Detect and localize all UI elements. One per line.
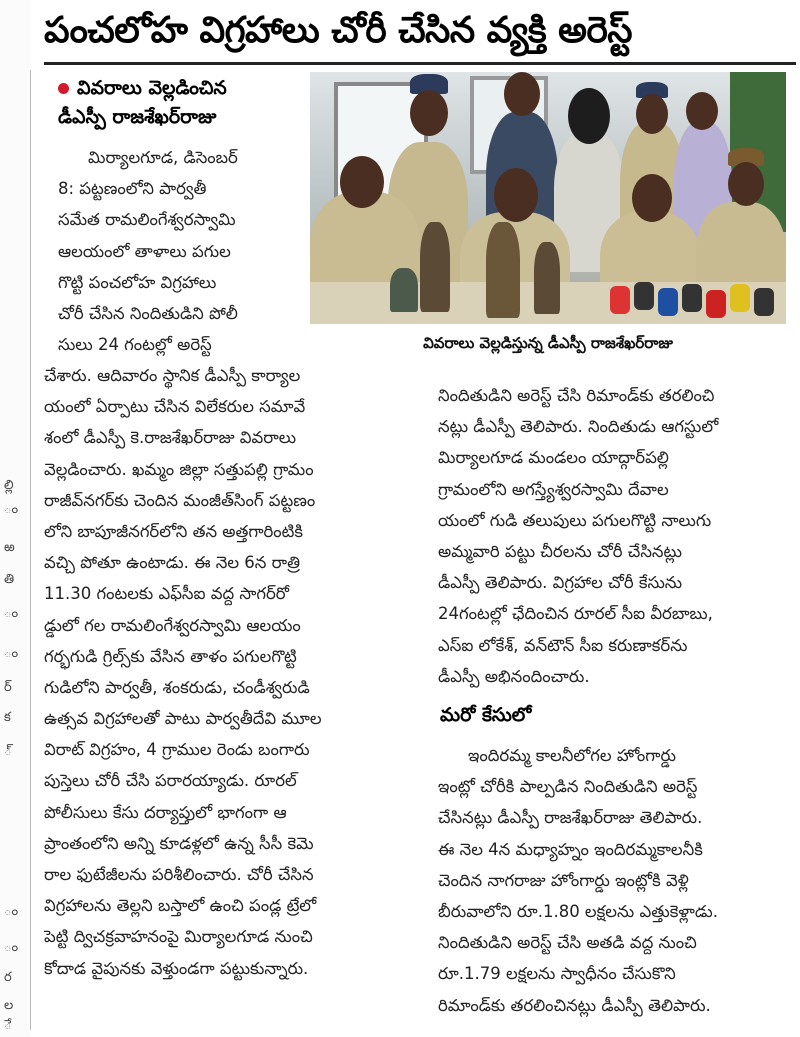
photo-idol: [420, 222, 450, 312]
fragment: ర: [4, 970, 12, 985]
text-line: సులు 24 గంటల్లో అరెస్ట్: [58, 335, 212, 355]
subheadline-line-1: [58, 74, 304, 103]
fragment: క: [4, 710, 11, 725]
photo-head: [504, 72, 540, 116]
text-line: బీరువాలోని రూ.1.80 లక్షలను ఎత్తుకెళ్లాడు.: [438, 901, 719, 921]
article-right-column-second: [438, 740, 792, 1021]
text-line: విగ్రహాలను తెల్లని బస్తాలో ఉంచి పండ్ల ట్రేలో: [44, 896, 317, 916]
photo-mic: [658, 288, 678, 316]
text-line: రాజీవ్‌నగర్‌కు చెందిన మంజీత్‌సింగ్ పట్టణం: [44, 490, 316, 510]
photo-idol: [390, 268, 418, 312]
text-line: రిమాండ్‌కు తరలించినట్లు డీఎస్పీ తెలిపారు.: [438, 995, 711, 1015]
text-line: 8: పట్టణంలోని పార్వతీ: [58, 179, 207, 199]
text-line: వెల్లడించారు. ఖమ్మం జిల్లా సత్తుపల్లి గ్రామం: [44, 459, 314, 479]
photo-mic: [610, 286, 630, 314]
photo-head: [340, 156, 384, 208]
fragment: ర్: [4, 680, 12, 695]
fragment: ం: [4, 606, 19, 621]
text-line: యంలో గుడి తలుపులు పగులగొట్టి నాలుగు: [438, 510, 712, 530]
text-line: ఎస్ఐ లోకేశ్, వన్‌టౌన్ సీఐ కరుణాకర్‌ను: [438, 635, 688, 655]
text-line: చెందిన నాగరాజు హోంగార్డు ఇంట్లోకి వెళ్లి: [438, 870, 689, 890]
text-line: పుస్తెలు చోరీ చేసి పరారయ్యాడు. రూరల్: [44, 771, 297, 791]
text-line: మిర్యాలగూడ మండలం యాద్గార్‌పల్లి: [438, 448, 669, 468]
article-right-column: [438, 380, 792, 692]
subheadline: [58, 74, 304, 132]
photo-head: [728, 162, 764, 206]
text-line: ఇందిరమ్మ కాలనీలోగల హోంగార్డు: [468, 746, 676, 765]
adjacent-column-strip: [0, 0, 30, 1037]
text-line: చేసినట్లు డీఎస్పీ రాజశేఖర్‌రాజు తెలిపారు.: [438, 808, 703, 828]
text-line: అమ్మవారి పట్టు చీరలను చోరీ చేసినట్లు: [438, 541, 682, 561]
photo-head: [632, 174, 672, 222]
text-line: యంలో ఏర్పాటు చేసిన విలేకరుల సమావే: [44, 397, 306, 417]
photo-idol: [534, 242, 560, 314]
fragment: తి: [4, 572, 15, 587]
photo-mic: [730, 284, 750, 312]
fragment: ం: [4, 940, 19, 955]
bullet-dot: [58, 83, 69, 94]
text-line: చేశారు. ఆదివారం స్థానిక డీఎస్పీ కార్యాల: [44, 366, 301, 385]
fragment: ం: [4, 502, 19, 517]
text-line: డీఎస్పీ అభినందించారు.: [438, 666, 590, 686]
text-line: నిందితుడిని అరెస్ట్ చేసి అతడి వద్ద నుంచి: [438, 933, 697, 953]
text-line: వచ్చి పోతూ ఉంటాడు. ఈ నెల 6న రాత్రి: [44, 553, 300, 573]
photo-idol: [486, 222, 520, 318]
text-line: ప్రాంతంలోని అన్ని కూడళ్లలో ఉన్న సీసీ కెమె: [44, 833, 314, 853]
photo-covered-face: [568, 88, 610, 144]
text-line: కోదాడ వైపునకు వెళ్తుండగా పట్టుకున్నారు.: [44, 958, 309, 978]
fragment: ్: [4, 744, 12, 759]
fragment: ల: [4, 998, 14, 1013]
text-line: పోలీసులు కేసు దర్యాప్తులో భాగంగా ఆ: [44, 802, 287, 822]
text-line: డీఎస్పీ తెలిపారు. విగ్రహాల చోరీ కేసును: [438, 573, 683, 593]
photo-head: [636, 94, 668, 134]
subheadline-line-2: డీఎస్పీ రాజశేఖర్‌రాజు: [58, 106, 217, 128]
photo-mic: [706, 290, 726, 318]
fragment: ం: [4, 646, 19, 661]
fragment: ే: [4, 1018, 12, 1033]
text-line: లోని బాపూజీనగర్‌లోని తన అత్తగారింటికి: [44, 521, 304, 541]
text-line: గర్భగుడి గ్రిల్స్‌కు వేసిన తాళం పగులగొట్టి: [44, 646, 297, 666]
text-line: ఆలయంలో తాళాలు పగుల: [58, 241, 231, 261]
article-narrow-column: [58, 142, 304, 360]
photo-head: [410, 90, 448, 136]
subheadline-text: వివరాలు వెల్లడించిన: [77, 77, 227, 99]
text-line: డ్డులో గల రామలింగేశ్వరస్వామి ఆలయం: [44, 615, 301, 635]
fragment: ం: [4, 904, 19, 919]
text-line: రూ.1.79 లక్షలను స్వాధీనం చేసుకొని: [438, 964, 676, 984]
photo-caption: వివరాలు వెల్లడిస్తున్న డీఎస్పీ రాజశేఖర్‌రాజు: [423, 334, 673, 352]
text-line: 11.30 గంటలకు ఎఫ్‌సీఐ వద్ద సాగర్‌రో: [44, 584, 290, 604]
text-line: ఈ నెల 4న మధ్యాహ్నం ఇందిరమ్మకాలనీకి: [438, 839, 703, 859]
photo-mic: [634, 282, 654, 310]
text-line: ఉత్సవ విగ్రహాలతో పాటు పార్వతీదేవి మూల: [44, 709, 322, 729]
text-line: నట్లు డీఎస్పీ తెలిపారు. నిందితుడు ఆగస్టులో: [438, 417, 719, 437]
headline-rule: [44, 62, 796, 65]
photo-head: [494, 168, 538, 222]
text-line: ఇంట్లో చోరీకి పాల్పడిన నిందితుడిని అరెస్ట్: [438, 777, 698, 797]
photo-mic: [754, 288, 774, 316]
column-divider: [30, 70, 31, 1030]
fragment: ఱ: [4, 540, 15, 555]
photo-head: [686, 92, 718, 130]
fragment: ల్లి: [4, 478, 14, 493]
press-meet-photo: [310, 72, 786, 324]
text-line: గుడిలోని పార్వతీ, శంకరుడు, చండీశ్వరుడి: [44, 677, 310, 697]
headline: పంచలోహ విగ్రహాలు చోరీ చేసిన వ్యక్తి అరెస్ట్: [44, 10, 633, 51]
text-line: 24గంటల్లో ఛేదించిన రూరల్ సీఐ వీరబాబు,: [438, 604, 713, 624]
article-left-column: [44, 360, 424, 984]
text-line: సమేత రామలింగేశ్వరస్వామి: [58, 210, 236, 230]
text-line: విరాట్ విగ్రహం, 4 గ్రాముల రెండు బంగారు: [44, 740, 310, 760]
text-line: చోరీ చేసిన నిందితుడిని పోలీ: [58, 303, 238, 323]
text-line: పెట్టి ద్విచక్రవాహనంపై మిర్యాలగూడ నుంచి: [44, 927, 313, 947]
photo-mic: [682, 284, 702, 312]
text-line: రాల ఫుటేజీలను పరిశీలించారు. చోరీ చేసిన: [44, 865, 314, 884]
section-heading: మరో కేసులో: [440, 704, 532, 726]
text-line: శంలో డీఎస్పీ కె.రాజశేఖర్‌రాజు వివరాలు: [44, 428, 297, 448]
text-line: గొట్టి పంచలోహ విగ్రహాలు: [58, 272, 217, 292]
text-line: గ్రామంలోని అగస్త్యేశ్వరస్వామి దేవాల: [438, 479, 669, 499]
text-line: మిర్యాలగూడ, డిసెంబర్: [88, 148, 238, 167]
text-line: నిందితుడిని అరెస్ట్ చేసి రిమాండ్‌కు తరలించి: [438, 386, 715, 405]
